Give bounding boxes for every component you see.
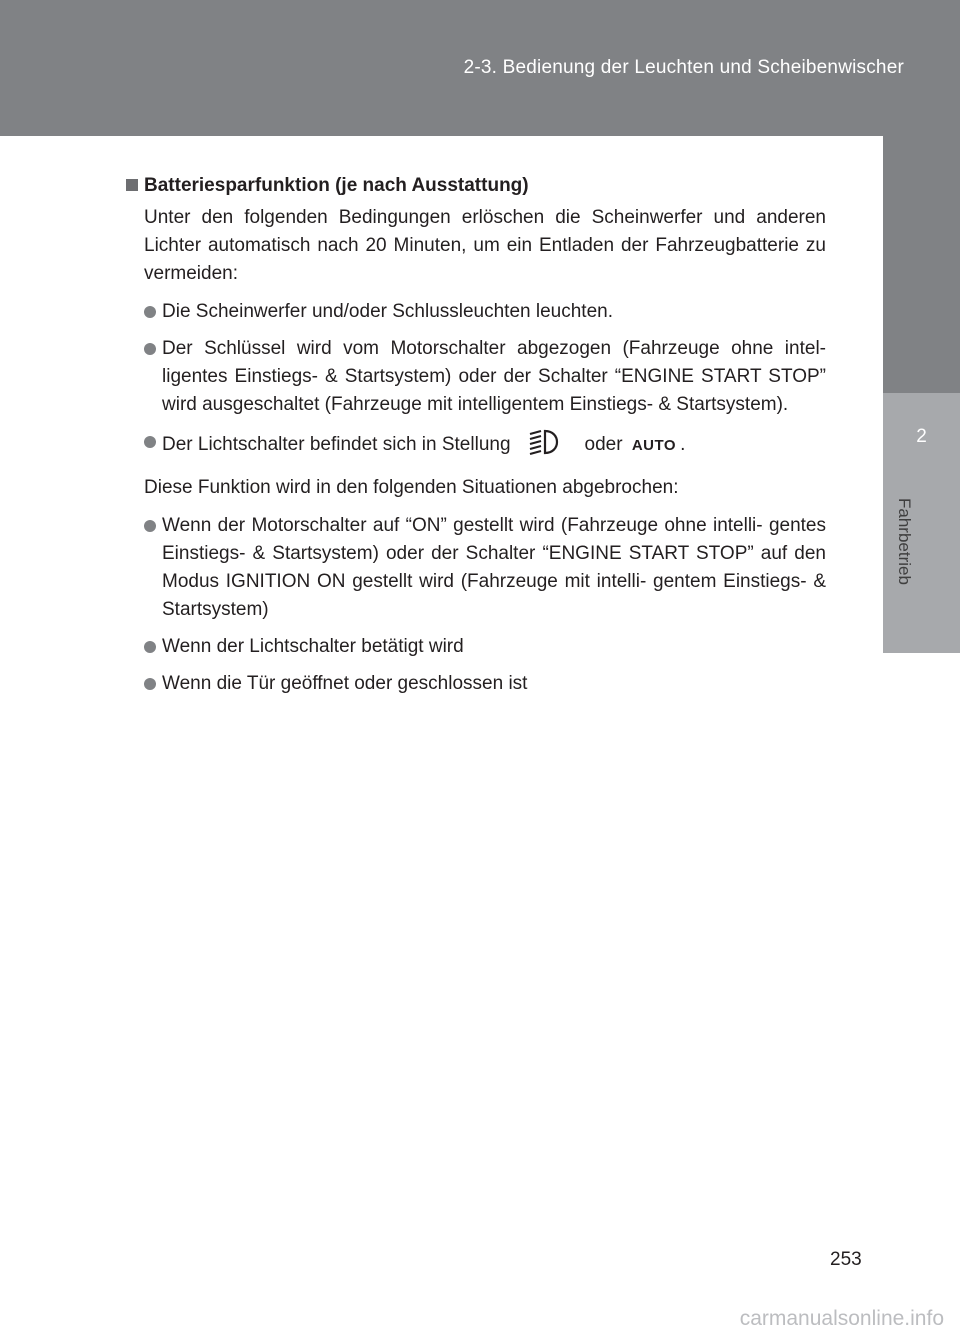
round-bullet-icon [144,343,156,355]
list-item-switch-position [144,428,826,465]
side-tab-upper [883,136,960,393]
list-item [144,512,826,624]
square-bullet-icon [126,179,138,191]
list-item-text: Die Scheinwerfer und/oder Schlussleuchten leuchten. [162,301,613,322]
section-title: 2-3. Bedienung der Leuchten und Scheibenwischer [463,57,904,78]
auto-icon: AUTO [631,437,677,454]
switch-position-middle: oder [584,434,623,455]
side-tab-lower [883,653,960,1341]
round-bullet-icon [144,520,156,532]
intro-paragraph: Unter den folgenden Bedingungen erlöschen die Scheinwerfer und anderen Lichter automatisch nach 20 Minuten, um ein Entladen der Fahrzeugbatterie zu vermeiden: [144,207,826,284]
watermark-link[interactable]: carmanualsonline.info [739,1307,944,1330]
round-bullet-icon [144,678,156,690]
switch-position-suffix: . [680,434,686,455]
list-item-text: Wenn der Lichtschalter betätigt wird [162,636,464,657]
list-item-text: Wenn der Motorschalter auf “ON” gestellt wird (Fahrzeuge ohne intelli- gentes Einstiegs- & Startsystem) oder der Schalter “ENGINE START STOP” auf den Modus IGNITION ON gestellt wird (Fahrzeuge mit intelli- gentem Einstiegs- & Startsystem) [162,515,826,620]
chapter-number: 2 [916,426,927,447]
page-number: 253 [830,1249,862,1270]
list-item [144,633,826,661]
content-body [126,172,826,707]
round-bullet-icon [144,436,156,448]
round-bullet-icon [144,306,156,318]
list-item-text: Wenn die Tür geöffnet oder geschlossen ist [162,673,528,694]
headlight-icon [527,428,567,465]
list-item [144,335,826,419]
cancel-intro: Diese Funktion wird in den folgenden Situationen abgebrochen: [144,477,679,498]
switch-position-prefix: Der Lichtschalter befindet sich in Stellung [162,434,511,455]
list-item [144,298,826,326]
heading-text: Batteriesparfunktion (je nach Ausstattung) [144,175,529,196]
section-heading [126,172,826,200]
round-bullet-icon [144,641,156,653]
list-item-text: Der Schlüssel wird vom Motorschalter abgezogen (Fahrzeuge ohne intel- ligentes Einstiegs- & Startsystem) oder der Schalter “ENGINE START STOP” wird ausgeschaltet (Fahrzeuge mit intelligentem Einstiegs- & Startsystem). [162,338,826,415]
list-item [144,670,826,698]
chapter-name: Fahrbetrieb [895,498,914,585]
